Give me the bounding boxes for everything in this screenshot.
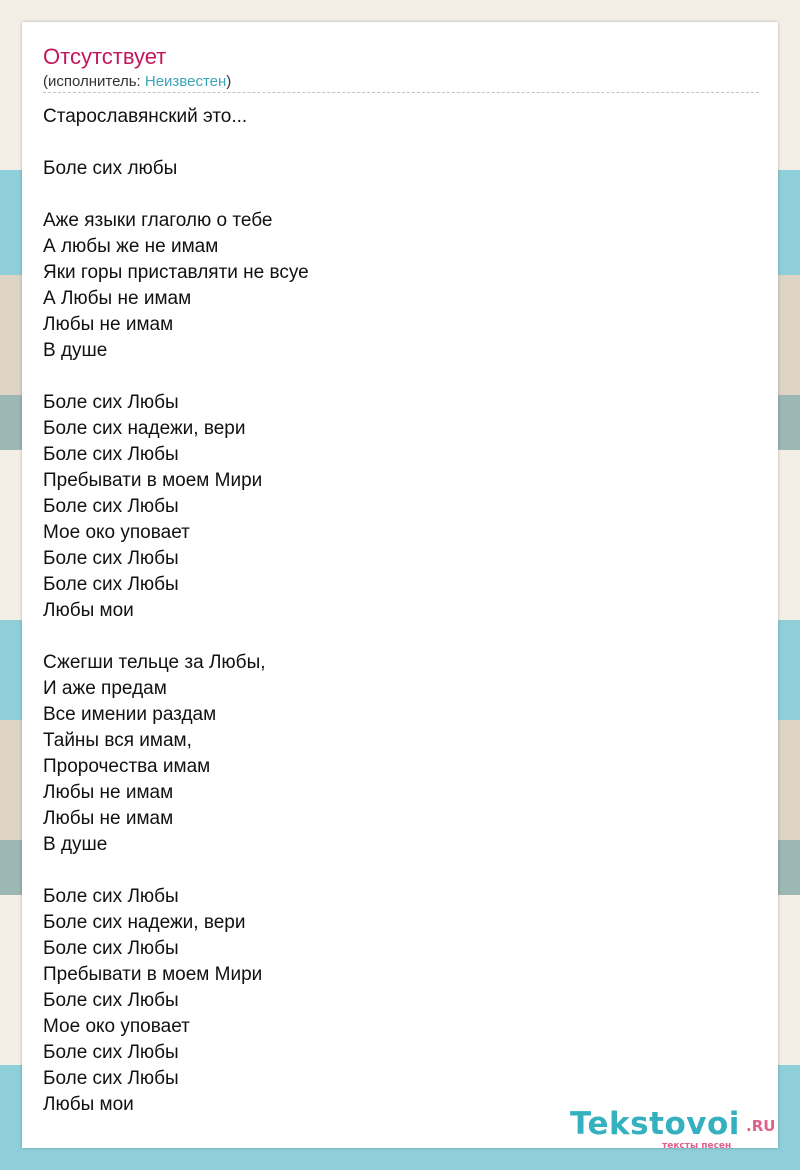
lyric-line: Боле сих надежи, вери — [43, 912, 246, 933]
lyric-line: Любы не имам — [43, 782, 174, 803]
lyric-line: Пророчества имам — [43, 756, 211, 777]
lyric-line: Боле сих Любы — [43, 392, 179, 413]
lyric-line: В душе — [43, 340, 108, 361]
lyric-line: Боле сих любы — [43, 158, 178, 179]
song-title: Отсутствует — [43, 44, 167, 69]
lyric-line: Боле сих Любы — [43, 444, 179, 465]
lyrics-card — [22, 22, 778, 1151]
lyric-line — [43, 364, 309, 390]
lyric-line: Любы мои — [43, 1094, 134, 1115]
lyrics-text — [43, 104, 309, 1118]
lyric-line: Боле сих Любы — [43, 496, 179, 517]
lyric-line: Боле сих надежи, вери — [43, 418, 246, 439]
lyric-line: Любы не имам — [43, 808, 174, 829]
lyric-line: Мое око уповает — [43, 1016, 190, 1037]
artist-suffix: ) — [226, 73, 232, 90]
lyric-line: Боле сих Любы — [43, 548, 179, 569]
lyric-line: Все имении раздам — [43, 704, 217, 725]
lyric-line: Тайны вся имам, — [43, 730, 192, 751]
lyric-line: Сжегши тельце за Любы, — [43, 652, 266, 673]
lyric-line: Аже языки глаголю о тебе — [43, 210, 273, 231]
lyric-line: Боле сих Любы — [43, 574, 179, 595]
lyric-line: А любы же не имам — [43, 236, 219, 257]
lyric-line — [43, 182, 309, 208]
lyric-line: Пребывати в моем Мири — [43, 470, 263, 491]
lyric-line — [43, 624, 309, 650]
logo-tagline: тексты песен — [662, 1141, 732, 1151]
lyric-line: Боле сих Любы — [43, 1042, 179, 1063]
lyric-line: Боле сих Любы — [43, 938, 179, 959]
lyric-line — [43, 130, 309, 156]
site-logo[interactable] — [570, 1106, 780, 1158]
lyric-line: Старославянский это... — [43, 106, 248, 127]
lyric-line: Любы не имам — [43, 314, 174, 335]
lyric-line: Боле сих Любы — [43, 886, 179, 907]
title-divider — [43, 92, 759, 93]
lyric-line — [43, 858, 309, 884]
artist-link[interactable]: Неизвестен — [144, 73, 227, 90]
lyric-line: А Любы не имам — [43, 288, 192, 309]
logo-name: Tekstovoi — [570, 1106, 740, 1142]
lyric-line: Пребывати в моем Мири — [43, 964, 263, 985]
logo-tld: .RU — [746, 1117, 776, 1135]
artist-line — [43, 72, 231, 92]
artist-prefix: (исполнитель: — [43, 73, 145, 90]
lyric-line: В душе — [43, 834, 108, 855]
lyric-line: Боле сих Любы — [43, 1068, 179, 1089]
lyric-line: И аже предам — [43, 678, 167, 699]
lyric-line: Яки горы приставляти не всуе — [43, 262, 309, 283]
lyric-line: Любы мои — [43, 600, 134, 621]
lyric-line: Мое око уповает — [43, 522, 190, 543]
lyric-line: Боле сих Любы — [43, 990, 179, 1011]
